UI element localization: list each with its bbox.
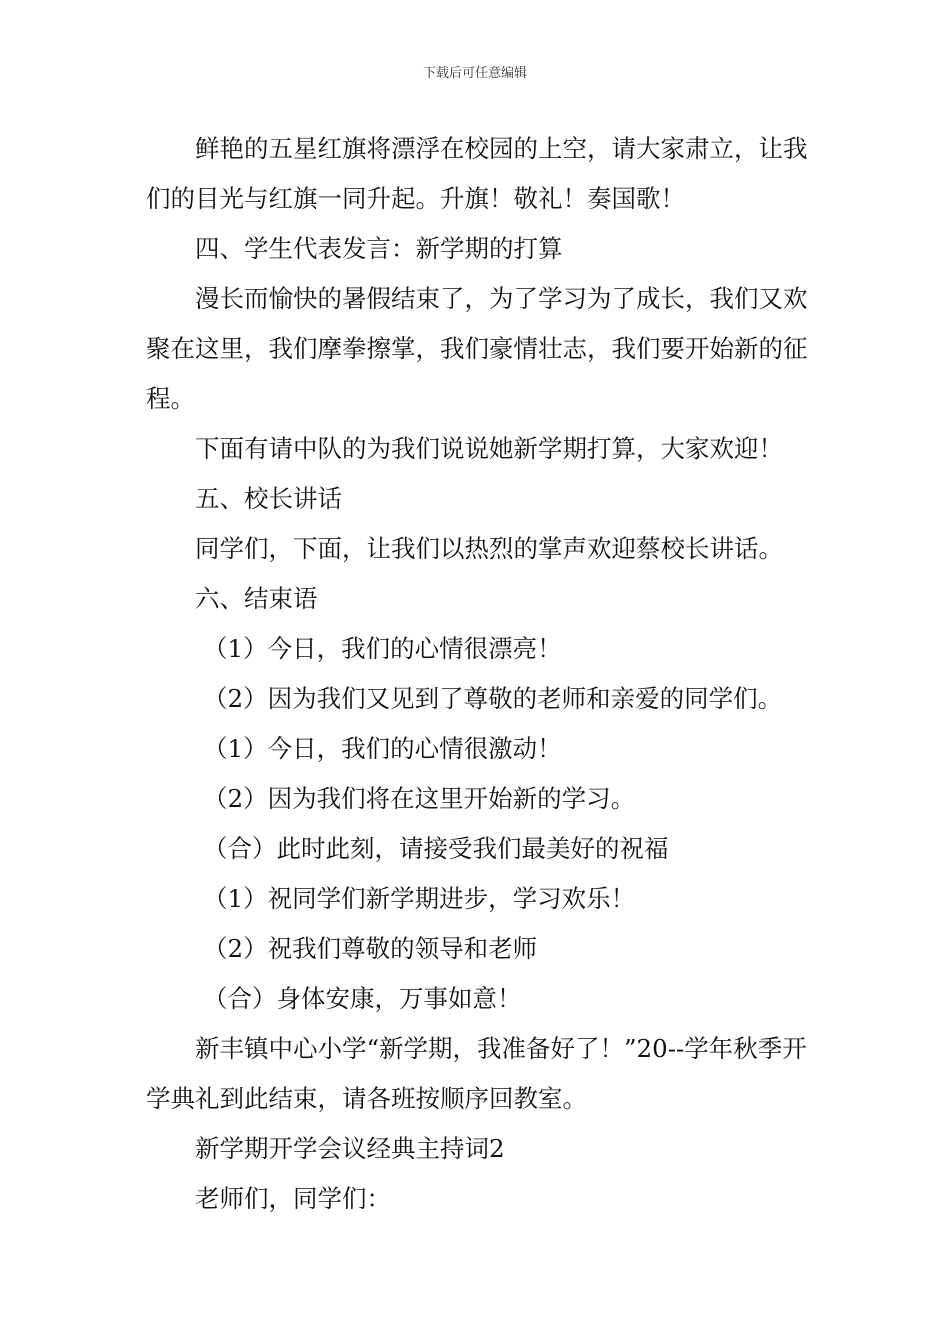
paragraph-welcome-principal: 同学们，下面，让我们以热烈的掌声欢迎蔡校长讲话。 [195, 534, 783, 563]
document-body [146, 124, 810, 1224]
list-item: （1）今日，我们的心情很激动！ [203, 734, 562, 763]
paragraph-ceremony-end: 新丰镇中心小学“新学期，我准备好了！”20--学年秋季开学典礼到此结束，请各班按顺序回教室。 [146, 1034, 807, 1113]
list-item: （2）因为我们又见到了尊敬的老师和亲爱的同学们。 [203, 684, 783, 713]
paragraph-invite-speaker: 下面有请中队的为我们说说她新学期打算，大家欢迎！ [195, 434, 783, 463]
paragraph-flag-raising: 鲜艳的五星红旗将漂浮在校园的上空，请大家肃立，让我们的目光与红旗一同升起。升旗！敬礼！奏国歌！ [146, 134, 808, 213]
heading-student-speech: 四、学生代表发言：新学期的打算 [195, 234, 563, 263]
page-header-note: 下载后可任意编辑 [422, 66, 527, 81]
list-item: （1）今日，我们的心情很漂亮！ [203, 634, 562, 663]
heading-principal-speech: 五、校长讲话 [195, 484, 342, 513]
list-item: （合）此时此刻，请接受我们最美好的祝福 [203, 834, 669, 863]
heading-closing: 六、结束语 [195, 584, 318, 613]
heading-second-script: 新学期开学会议经典主持词2 [195, 1134, 505, 1163]
list-item: （合）身体安康，万事如意！ [203, 984, 522, 1013]
list-item: （2）祝我们尊敬的领导和老师 [203, 934, 538, 963]
list-item: （2）因为我们将在这里开始新的学习。 [203, 784, 636, 813]
list-item: （1）祝同学们新学期进步，学习欢乐！ [203, 884, 636, 913]
paragraph-greeting: 老师们，同学们： [195, 1184, 391, 1213]
paragraph-summer-ended: 漫长而愉快的暑假结束了，为了学习为了成长，我们又欢聚在这里，我们摩拳擦掌，我们豪情壮志，我们要开始新的征程。 [146, 284, 808, 413]
